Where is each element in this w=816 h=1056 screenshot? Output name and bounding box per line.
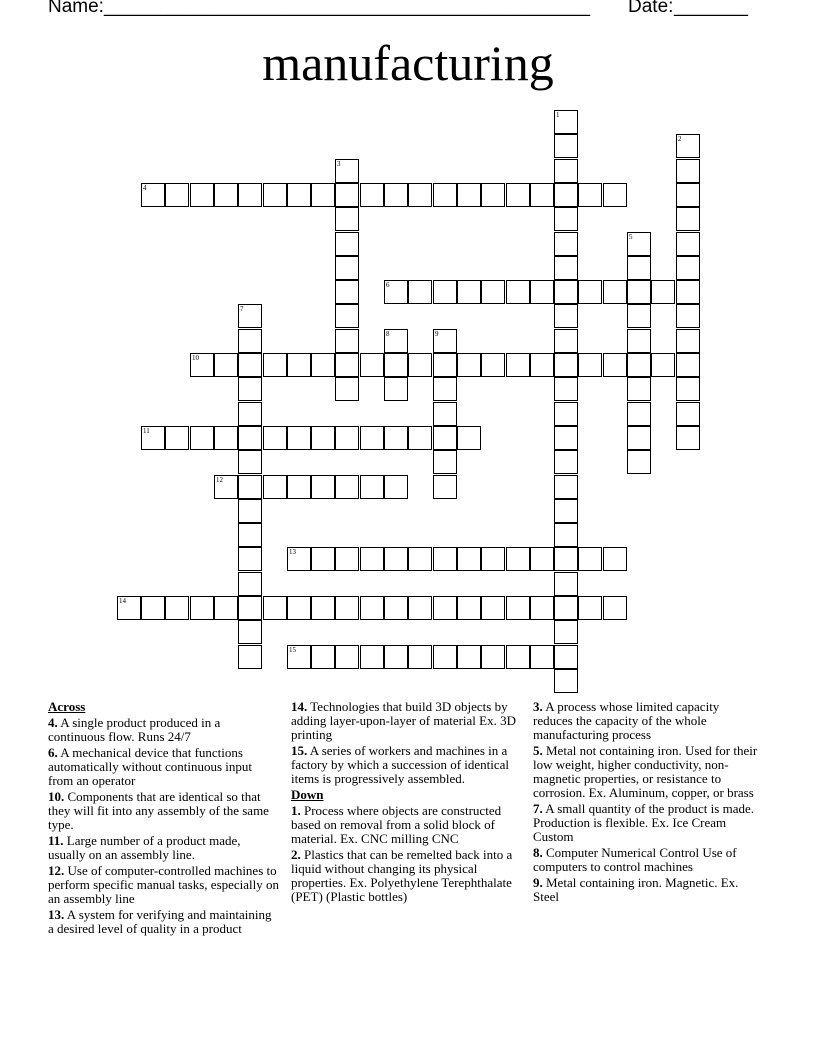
grid-cell[interactable] [457, 426, 481, 450]
grid-cell[interactable] [311, 547, 335, 571]
grid-cell[interactable] [603, 183, 627, 207]
grid-cell[interactable] [676, 402, 700, 426]
clue-item [533, 846, 759, 874]
grid-cell[interactable] [238, 450, 262, 474]
grid-cell[interactable] [651, 353, 675, 377]
grid-cell[interactable] [506, 183, 530, 207]
grid-cell[interactable] [554, 304, 578, 328]
clue-text: A process whose limited capacity reduces the capacity of the whole manufacturing process [533, 699, 720, 742]
grid-cell[interactable] [141, 183, 165, 207]
grid-cell[interactable] [433, 475, 457, 499]
grid-cell[interactable] [506, 547, 530, 571]
grid-cell[interactable] [263, 475, 287, 499]
clue-item [291, 804, 523, 846]
grid-cell[interactable] [627, 304, 651, 328]
grid-cell[interactable] [506, 353, 530, 377]
grid-cell[interactable] [530, 645, 554, 669]
grid-cell[interactable] [360, 426, 384, 450]
grid-cell[interactable] [311, 426, 335, 450]
clue-text: A series of workers and machines in a factory by which a succession of identical items is progressively assembled. [291, 743, 510, 786]
grid-cell[interactable] [335, 183, 359, 207]
clue-item [48, 716, 280, 744]
grid-cell[interactable] [360, 475, 384, 499]
grid-cell[interactable] [554, 159, 578, 183]
grid-cell[interactable] [335, 207, 359, 231]
grid-cell[interactable] [554, 426, 578, 450]
grid-cell[interactable] [238, 547, 262, 571]
clues-column-1 [48, 700, 280, 938]
clue-number: 7. [533, 801, 543, 816]
grid-cell[interactable] [481, 353, 505, 377]
cell-number: 4 [143, 184, 147, 192]
grid-cell[interactable] [603, 280, 627, 304]
clue-text: A small quantity of the product is made. Production is flexible. Ex. Ice Cream Custom [533, 801, 754, 844]
grid-cell[interactable] [384, 329, 408, 353]
grid-cell[interactable] [554, 450, 578, 474]
grid-cell[interactable] [627, 232, 651, 256]
grid-cell[interactable] [384, 353, 408, 377]
grid-cell[interactable] [287, 596, 311, 620]
grid-cell[interactable] [214, 426, 238, 450]
grid-cell[interactable] [238, 377, 262, 401]
grid-cell[interactable] [481, 280, 505, 304]
grid-cell[interactable] [190, 353, 214, 377]
grid-cell[interactable] [214, 183, 238, 207]
grid-cell[interactable] [554, 547, 578, 571]
cell-number: 12 [216, 476, 223, 484]
grid-cell[interactable] [506, 280, 530, 304]
grid-cell[interactable] [554, 134, 578, 158]
grid-cell[interactable] [651, 280, 675, 304]
grid-cell[interactable] [165, 183, 189, 207]
clue-number: 2. [291, 847, 301, 862]
grid-cell[interactable] [384, 183, 408, 207]
grid-cell[interactable] [578, 353, 602, 377]
grid-cell[interactable] [676, 426, 700, 450]
clue-text: Metal containing iron. Magnetic. Ex. Steel [533, 875, 739, 904]
grid-cell[interactable] [530, 183, 554, 207]
grid-cell[interactable] [141, 596, 165, 620]
grid-cell[interactable] [554, 207, 578, 231]
grid-cell[interactable] [676, 256, 700, 280]
clue-number: 4. [48, 715, 58, 730]
grid-cell[interactable] [578, 183, 602, 207]
grid-cell[interactable] [676, 134, 700, 158]
grid-cell[interactable] [408, 426, 432, 450]
grid-cell[interactable] [238, 426, 262, 450]
grid-cell[interactable] [603, 596, 627, 620]
grid-cell[interactable] [117, 596, 141, 620]
grid-cell[interactable] [554, 110, 578, 134]
grid-cell[interactable] [263, 183, 287, 207]
grid-cell[interactable] [481, 645, 505, 669]
grid-cell[interactable] [360, 645, 384, 669]
grid-cell[interactable] [433, 353, 457, 377]
grid-cell[interactable] [408, 547, 432, 571]
grid-cell[interactable] [263, 353, 287, 377]
grid-cell[interactable] [408, 353, 432, 377]
grid-cell[interactable] [481, 183, 505, 207]
grid-cell[interactable] [676, 183, 700, 207]
grid-cell[interactable] [384, 645, 408, 669]
grid-cell[interactable] [214, 596, 238, 620]
grid-cell[interactable] [408, 645, 432, 669]
grid-cell[interactable] [335, 256, 359, 280]
clue-item [48, 790, 280, 832]
grid-cell[interactable] [554, 499, 578, 523]
clue-text: Use of computer-controlled machines to perform specific manual tasks, especially on an assembly line [48, 863, 280, 906]
grid-cell[interactable] [530, 547, 554, 571]
clue-text: A single product produced in a continuous flow. Runs 24/7 [48, 715, 221, 744]
grid-cell[interactable] [554, 183, 578, 207]
clue-item [533, 700, 759, 742]
grid-cell[interactable] [627, 256, 651, 280]
grid-cell[interactable] [554, 377, 578, 401]
clue-number: 13. [48, 907, 65, 922]
grid-cell[interactable] [554, 280, 578, 304]
grid-cell[interactable] [335, 280, 359, 304]
grid-cell[interactable] [190, 596, 214, 620]
grid-cell[interactable] [238, 353, 262, 377]
grid-cell[interactable] [627, 402, 651, 426]
clue-item [291, 700, 523, 742]
grid-cell[interactable] [263, 596, 287, 620]
cell-number: 2 [678, 135, 682, 143]
grid-cell[interactable] [190, 183, 214, 207]
grid-cell[interactable] [554, 572, 578, 596]
clue-item [48, 864, 280, 906]
grid-cell[interactable] [360, 183, 384, 207]
grid-cell[interactable] [238, 475, 262, 499]
clue-text: Computer Numerical Control Use of computers to control machines [533, 845, 737, 874]
cell-number: 6 [386, 281, 390, 289]
grid-cell[interactable] [335, 329, 359, 353]
grid-cell[interactable] [481, 596, 505, 620]
cell-number: 14 [119, 597, 126, 605]
clue-text: Plastics that can be remelted back into a liquid without changing its physical properties. Ex. Polyethylene Terephthalate (PET) (Plastic bottles) [291, 847, 513, 904]
grid-cell[interactable] [554, 669, 578, 693]
cell-number: 13 [289, 548, 296, 556]
grid-cell[interactable] [335, 645, 359, 669]
grid-cell[interactable] [384, 596, 408, 620]
grid-cell[interactable] [676, 159, 700, 183]
puzzle-title: manufacturing [262, 35, 554, 91]
grid-cell[interactable] [214, 475, 238, 499]
grid-cell[interactable] [335, 596, 359, 620]
clue-number: 14. [291, 699, 308, 714]
grid-cell[interactable] [554, 256, 578, 280]
grid-cell[interactable] [408, 280, 432, 304]
grid-cell[interactable] [554, 475, 578, 499]
grid-cell[interactable] [554, 402, 578, 426]
grid-cell[interactable] [627, 280, 651, 304]
date-field-line[interactable]: _______ [674, 0, 748, 17]
clue-text: Process where objects are constructed based on removal from a solid block of material. Ex. CNC milling CNC [291, 803, 502, 846]
grid-cell[interactable] [554, 329, 578, 353]
grid-cell[interactable] [408, 183, 432, 207]
grid-cell[interactable] [554, 596, 578, 620]
grid-cell[interactable] [506, 596, 530, 620]
clue-number: 15. [291, 743, 308, 758]
grid-cell[interactable] [287, 547, 311, 571]
clue-number: 8. [533, 845, 543, 860]
clue-number: 6. [48, 745, 58, 760]
grid-cell[interactable] [238, 645, 262, 669]
grid-cell[interactable] [238, 523, 262, 547]
grid-cell[interactable] [335, 304, 359, 328]
grid-cell[interactable] [457, 645, 481, 669]
clue-item [48, 908, 280, 936]
cell-number: 3 [337, 160, 341, 168]
grid-cell[interactable] [311, 475, 335, 499]
grid-cell[interactable] [433, 645, 457, 669]
cell-number: 9 [435, 330, 439, 338]
grid-cell[interactable] [335, 426, 359, 450]
name-label: Name: [48, 0, 104, 17]
grid-cell[interactable] [433, 450, 457, 474]
grid-cell[interactable] [335, 547, 359, 571]
date-label: Date: [628, 0, 674, 17]
clue-text: Technologies that build 3D objects by adding layer-upon-layer of material Ex. 3D printing [291, 699, 516, 742]
clue-text: A system for verifying and maintaining a desired level of quality in a product [48, 907, 272, 936]
grid-cell[interactable] [360, 596, 384, 620]
clue-number: 9. [533, 875, 543, 890]
grid-cell[interactable] [676, 280, 700, 304]
clue-item [533, 802, 759, 844]
clue-text: Components that are identical so that they will fit into any assembly of the same type. [48, 789, 269, 832]
cell-number: 1 [556, 111, 560, 119]
grid-cell[interactable] [287, 475, 311, 499]
grid-cell[interactable] [238, 572, 262, 596]
grid-cell[interactable] [627, 329, 651, 353]
grid-cell[interactable] [165, 426, 189, 450]
grid-cell[interactable] [481, 547, 505, 571]
grid-cell[interactable] [335, 232, 359, 256]
grid-cell[interactable] [238, 304, 262, 328]
clues-column-3 [533, 700, 759, 906]
grid-cell[interactable] [214, 353, 238, 377]
grid-cell[interactable] [627, 353, 651, 377]
grid-cell[interactable] [676, 353, 700, 377]
grid-cell[interactable] [627, 426, 651, 450]
cell-number: 11 [143, 427, 150, 435]
grid-cell[interactable] [676, 232, 700, 256]
clues-column-2 [291, 700, 523, 906]
grid-cell[interactable] [335, 159, 359, 183]
grid-cell[interactable] [676, 377, 700, 401]
grid-cell[interactable] [554, 353, 578, 377]
grid-cell[interactable] [238, 183, 262, 207]
grid-cell[interactable] [554, 645, 578, 669]
grid-cell[interactable] [676, 304, 700, 328]
clue-item [48, 746, 280, 788]
grid-cell[interactable] [457, 353, 481, 377]
grid-cell[interactable] [360, 353, 384, 377]
clue-text: Metal not containing iron. Used for their low weight, higher conductivity, non-magnetic properties, or resistance to corrosion. Ex. Aluminum, copper, or brass [533, 743, 758, 800]
clue-number: 10. [48, 789, 65, 804]
grid-cell[interactable] [433, 596, 457, 620]
grid-cell[interactable] [457, 547, 481, 571]
grid-cell[interactable] [238, 620, 262, 644]
grid-cell[interactable] [457, 183, 481, 207]
grid-cell[interactable] [360, 547, 384, 571]
cell-number: 15 [289, 646, 296, 654]
grid-cell[interactable] [287, 645, 311, 669]
clue-section-heading: Across [48, 699, 86, 714]
grid-cell[interactable] [530, 596, 554, 620]
grid-cell[interactable] [578, 596, 602, 620]
grid-cell[interactable] [457, 280, 481, 304]
grid-cell[interactable] [311, 596, 335, 620]
grid-cell[interactable] [238, 596, 262, 620]
grid-cell[interactable] [335, 475, 359, 499]
grid-cell[interactable] [190, 426, 214, 450]
cell-number: 5 [629, 233, 633, 241]
grid-cell[interactable] [311, 645, 335, 669]
grid-cell[interactable] [287, 183, 311, 207]
grid-cell[interactable] [603, 547, 627, 571]
clue-number: 5. [533, 743, 543, 758]
clue-number: 11. [48, 833, 64, 848]
grid-cell[interactable] [238, 329, 262, 353]
grid-cell[interactable] [141, 426, 165, 450]
clue-text: A mechanical device that functions automatically without continuous input from an operator [48, 745, 253, 788]
grid-cell[interactable] [311, 183, 335, 207]
grid-cell[interactable] [165, 596, 189, 620]
grid-cell[interactable] [506, 645, 530, 669]
grid-cell[interactable] [578, 280, 602, 304]
grid-cell[interactable] [530, 353, 554, 377]
grid-cell[interactable] [676, 329, 700, 353]
clue-item [48, 834, 280, 862]
grid-cell[interactable] [408, 596, 432, 620]
grid-cell[interactable] [554, 620, 578, 644]
grid-cell[interactable] [433, 329, 457, 353]
grid-cell[interactable] [384, 377, 408, 401]
grid-cell[interactable] [578, 547, 602, 571]
grid-cell[interactable] [263, 426, 287, 450]
clue-item [533, 744, 759, 800]
grid-cell[interactable] [627, 450, 651, 474]
clue-number: 1. [291, 803, 301, 818]
grid-cell[interactable] [530, 280, 554, 304]
grid-cell[interactable] [238, 499, 262, 523]
grid-cell[interactable] [433, 426, 457, 450]
cell-number: 8 [386, 330, 390, 338]
clue-item [291, 848, 523, 904]
grid-cell[interactable] [287, 353, 311, 377]
name-field-line[interactable]: ______________________________________________ [104, 0, 591, 17]
grid-cell[interactable] [384, 475, 408, 499]
grid-cell[interactable] [433, 280, 457, 304]
grid-cell[interactable] [384, 547, 408, 571]
cell-number: 7 [240, 305, 244, 313]
grid-cell[interactable] [433, 183, 457, 207]
grid-cell[interactable] [433, 547, 457, 571]
grid-cell[interactable] [433, 402, 457, 426]
grid-cell[interactable] [311, 353, 335, 377]
grid-cell[interactable] [627, 377, 651, 401]
grid-cell[interactable] [384, 280, 408, 304]
grid-cell[interactable] [554, 232, 578, 256]
clue-number: 12. [48, 863, 65, 878]
grid-cell[interactable] [384, 426, 408, 450]
grid-cell[interactable] [238, 402, 262, 426]
clue-section-heading: Down [291, 787, 324, 802]
grid-cell[interactable] [676, 207, 700, 231]
grid-cell[interactable] [335, 377, 359, 401]
grid-cell[interactable] [287, 426, 311, 450]
clue-number: 3. [533, 699, 543, 714]
grid-cell[interactable] [603, 353, 627, 377]
cell-number: 10 [192, 354, 199, 362]
clue-item [533, 876, 759, 904]
clue-text: Large number of a product made, usually on an assembly line. [48, 833, 241, 862]
grid-cell[interactable] [433, 377, 457, 401]
grid-cell[interactable] [457, 596, 481, 620]
clue-item [291, 744, 523, 786]
grid-cell[interactable] [554, 523, 578, 547]
grid-cell[interactable] [335, 353, 359, 377]
